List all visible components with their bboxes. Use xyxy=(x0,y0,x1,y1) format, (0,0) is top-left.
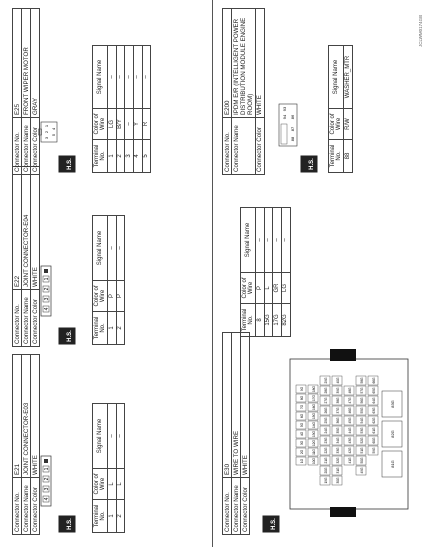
e30-color: WHITE xyxy=(241,333,250,478)
e30-pin-label: 14G xyxy=(312,421,316,429)
e30-pin-label: 41G xyxy=(348,457,352,464)
e30-pin-label: 18G xyxy=(312,385,316,393)
e200-signal-table: Terminal No. Color of Wire Signal Name 88 R/W WASHER_MTR xyxy=(328,45,353,173)
svg-text:93: 93 xyxy=(282,106,287,112)
e30-pin-label: 7G xyxy=(300,404,304,410)
e200-connector-face xyxy=(278,103,298,147)
e21-connector-face xyxy=(40,447,52,507)
e30-pin-label: 35G xyxy=(336,427,340,434)
e30-pin-label: 33G xyxy=(336,447,340,454)
e25-name: FRONT WIPER MOTOR xyxy=(22,9,31,118)
e30-pin-label: 62G xyxy=(372,417,376,424)
table-row: 4 Y – xyxy=(133,46,142,173)
e22-no: E22 xyxy=(13,167,22,290)
e30-signal-table: Terminal No. Color of Wire Signal Name 8 P – 15G L – 17G GR – 82G LG – xyxy=(240,207,291,337)
e30-pin-label: 60G xyxy=(372,437,376,444)
e21-color: WHITE xyxy=(31,355,40,478)
svg-text:H.S.: H.S. xyxy=(67,330,73,342)
table-row: 1 L – xyxy=(108,404,117,533)
svg-text:3: 3 xyxy=(44,136,49,140)
table-row: 5 R – xyxy=(142,46,151,173)
e30-pin-label: 53G xyxy=(360,427,364,434)
e30-pin-label: 49G xyxy=(360,467,364,474)
e30-no: E30 xyxy=(223,333,232,478)
svg-text:H.S.: H.S. xyxy=(309,158,315,170)
e30-pin-label: 47G xyxy=(348,397,352,404)
label-connector-no: Connector No. xyxy=(13,478,22,535)
e21-pin-label-3: 3 xyxy=(44,487,50,491)
e30-pin-label: 51G xyxy=(360,447,364,454)
e30-pin-label: 26G xyxy=(324,407,328,414)
e30-pin-label: 64G xyxy=(372,397,376,404)
e25-signal-table: Terminal No. Color of Wire Signal Name 1 LG – 2 B/Y – 3 – – 4 Y – 5 R – xyxy=(92,45,151,173)
svg-text:H.S.: H.S. xyxy=(67,158,73,170)
e21-pin-label-1: 1 xyxy=(44,467,50,471)
e30-pin-label: 58G xyxy=(360,377,364,384)
e21-pin-label-2: 2 xyxy=(44,477,50,481)
e21-signal-table xyxy=(92,403,125,533)
e21-lock-tab xyxy=(44,459,48,463)
e22-connector-face xyxy=(40,257,52,317)
e25-no: E25 xyxy=(13,9,22,118)
e30-pin-label: 50G xyxy=(360,457,364,464)
table-row: 2 P – xyxy=(116,216,125,345)
e30-pin-label: 12G xyxy=(312,439,316,447)
e30-pin-label: 21G xyxy=(324,457,328,464)
e21-name: JOINT CONNECTOR-E03 xyxy=(22,355,31,478)
e30-pin-label: 32G xyxy=(336,457,340,464)
svg-text:86: 86 xyxy=(290,114,295,120)
e30-pin-label: 44G xyxy=(348,427,352,434)
table-row: 88 R/W WASHER_MTR xyxy=(344,46,353,173)
e25-header: Connector No. E25 Connector Name FRONT WIPER MOTOR Connector Color GRAY xyxy=(12,8,40,175)
e30-pin-label: 65G xyxy=(372,387,376,394)
e30-pin-label: 22G xyxy=(324,447,328,454)
e30-pin-label: 61G xyxy=(372,427,376,434)
e30-pin-label: 40G xyxy=(336,377,340,384)
e30-pin-label: 31G xyxy=(336,467,340,474)
svg-text:3: 3 xyxy=(44,297,50,301)
e25-connector-face xyxy=(38,119,60,143)
table-row: 3 – – xyxy=(125,46,134,173)
e200-header: Connector No. E200 Connector Name IPDM E/R (INTELLIGENT POWER DISTRIBUTION MODULE ENGINE ROOM) Connector Color WHITE xyxy=(222,8,265,175)
figure-code: JCLWM0174GB xyxy=(418,14,423,47)
e30-pin-label: 13G xyxy=(312,430,316,438)
svg-text:5: 5 xyxy=(51,133,56,137)
e30-pin-label: 28G xyxy=(324,387,328,394)
table-row: 17G GR – xyxy=(273,208,282,337)
e30-pin-label: 6G xyxy=(300,413,304,419)
svg-text:87: 87 xyxy=(290,126,295,132)
svg-text:2: 2 xyxy=(44,130,49,134)
e30-pin-label: 11G xyxy=(312,449,316,455)
e30-pin-label: 10G xyxy=(312,457,316,465)
connector-e22 xyxy=(12,166,40,347)
e21-no: E21 xyxy=(13,355,22,478)
svg-text:H.S.: H.S. xyxy=(271,518,277,530)
svg-text:88: 88 xyxy=(290,136,295,142)
svg-text:2: 2 xyxy=(44,287,50,291)
table-row: 2 B/Y – xyxy=(116,46,125,173)
e200-no: E200 xyxy=(223,9,232,118)
e30-pin-label: 55G xyxy=(360,407,364,414)
svg-text:1: 1 xyxy=(44,277,50,281)
e30-pin-label: 56G xyxy=(360,397,364,404)
e30-pin-label: 46G xyxy=(348,407,352,414)
table-row: 2 L – xyxy=(116,404,125,533)
e30-pin-label: 25G xyxy=(324,417,328,424)
col-wire: Color of Wire xyxy=(93,469,108,500)
table-row: 82G LG – xyxy=(281,208,290,337)
hs-icon xyxy=(262,515,280,533)
e30-pin-label: 36G xyxy=(336,417,340,424)
e30-pin-label: 39G xyxy=(336,387,340,394)
e30-pin-label: 5G xyxy=(300,422,304,428)
e30-pin-label: 57G xyxy=(360,387,364,394)
e30-large-pin-label: 82G xyxy=(390,430,395,438)
e21-header xyxy=(12,354,40,535)
e30-large-pin-label: 83G xyxy=(390,400,395,408)
e30-header: Connector No. E30 Connector Name WIRE TO WIRE Connector Color WHITE xyxy=(222,332,250,535)
e30-bolt-left xyxy=(330,507,356,517)
e30-pin-label: 34G xyxy=(336,437,340,444)
section-divider xyxy=(212,0,213,547)
e30-pin-label: 2G xyxy=(300,449,304,455)
e30-pin-label: 20G xyxy=(324,467,328,474)
e22-color: WHITE xyxy=(31,167,40,290)
e30-pin-label: 9G xyxy=(300,386,304,392)
e30-pin-label: 19G xyxy=(324,477,328,484)
e30-pin-label: 1G xyxy=(300,458,304,464)
e30-pin-label: 4G xyxy=(300,431,304,437)
e30-pin-label: 37G xyxy=(336,407,340,414)
e30-pin-label: 59G xyxy=(372,447,376,454)
e30-pin-label: 15G xyxy=(312,412,316,420)
e22-signal-table: Terminal No. Color of Wire Signal Name 1 P – 2 P – xyxy=(92,215,125,345)
e30-pin-label: 24G xyxy=(324,427,328,434)
table-row: 15G L – xyxy=(264,208,273,337)
e30-pin-label: 54G xyxy=(360,417,364,424)
e30-connector-face xyxy=(282,347,416,517)
e30-pin-label: 45G xyxy=(348,417,352,424)
e25-color: GRAY xyxy=(31,9,40,118)
col-signal: Signal Name xyxy=(93,404,108,469)
label-connector-name: Connector Name xyxy=(22,478,31,535)
connector-e200 xyxy=(222,8,265,175)
connector-e21 xyxy=(12,354,40,535)
e30-pin-label: 30G xyxy=(336,477,340,484)
label-connector-color: Connector Color xyxy=(31,478,40,535)
e200-name: IPDM E/R (INTELLIGENT POWER DISTRIBUTION MODULE ENGINE ROOM) xyxy=(232,9,255,118)
svg-text:4: 4 xyxy=(44,307,50,311)
hs-icon xyxy=(58,155,76,173)
e30-bolt-right xyxy=(330,349,356,361)
e30-pin-label: 52G xyxy=(360,437,364,444)
e30-pin-label: 27G xyxy=(324,397,328,404)
e30-pin-label: 29G xyxy=(324,377,328,384)
e200-color: WHITE xyxy=(255,9,264,118)
e22-name: JOINT CONNECTOR-E04 xyxy=(22,167,31,290)
col-terminal: Terminal No. xyxy=(93,500,108,533)
hs-icon xyxy=(58,515,76,533)
table-row: 1 P – xyxy=(108,216,117,345)
connector-e25 xyxy=(12,8,40,175)
e30-pin-label: 8G xyxy=(300,395,304,401)
e22-header: Connector No. E22 Connector Name JOINT CONNECTOR-E04 Connector Color WHITE xyxy=(12,166,40,347)
e30-pin-label: 23G xyxy=(324,437,328,444)
e21-pin-label-4: 4 xyxy=(44,497,50,501)
svg-text:94: 94 xyxy=(282,114,287,120)
e30-pin-label: 17G xyxy=(312,394,316,402)
e30-pin-label: 43G xyxy=(348,437,352,444)
e30-large-pin-label: 81G xyxy=(390,460,395,468)
e30-pin-label: 63G xyxy=(372,407,376,414)
connector-e30 xyxy=(222,332,250,535)
svg-text:4: 4 xyxy=(51,127,56,131)
svg-text:1: 1 xyxy=(44,124,49,128)
table-row: 8 P – xyxy=(256,208,265,337)
e30-name: WIRE TO WIRE xyxy=(232,333,241,478)
e30-pin-label: 48G xyxy=(348,387,352,394)
hs-icon xyxy=(58,327,76,345)
e30-pin-label: 38G xyxy=(336,397,340,404)
e30-pin-label: 66G xyxy=(372,377,376,384)
e30-pin-label: 16G xyxy=(312,403,316,411)
table-row: 1 LG – xyxy=(108,46,117,173)
hs-icon xyxy=(300,155,318,173)
e30-pin-label: 42G xyxy=(348,447,352,454)
e30-pin-label: 3G xyxy=(300,440,304,446)
svg-text:H.S.: H.S. xyxy=(67,518,73,530)
